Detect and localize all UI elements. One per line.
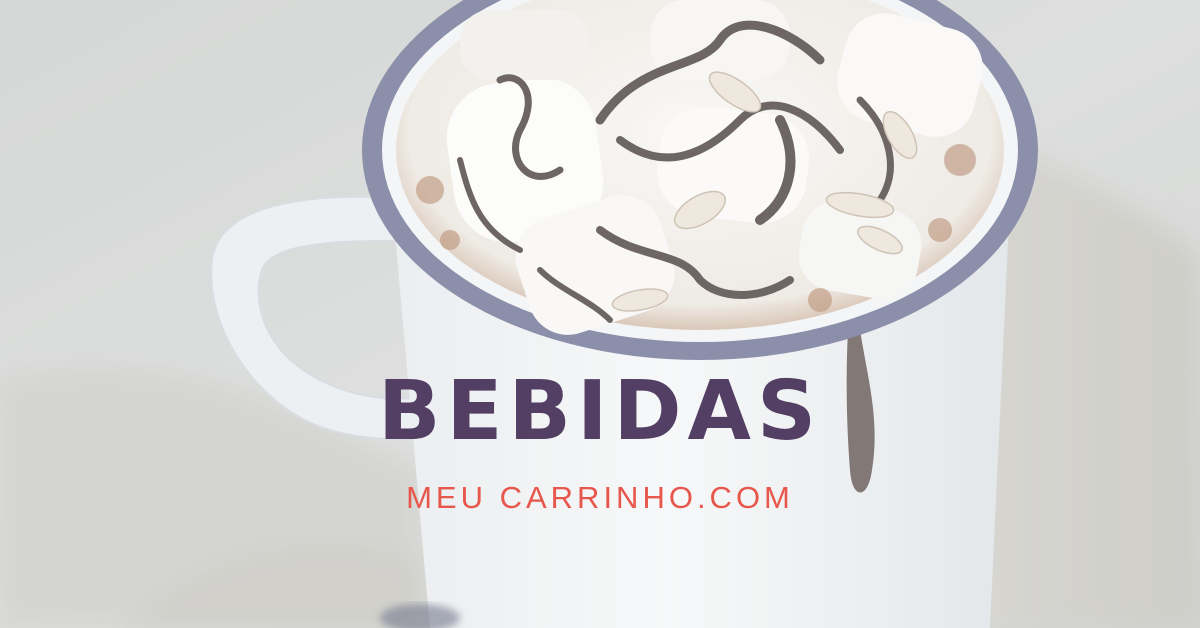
banner-title: BEBIDAS — [377, 364, 823, 459]
banner-subtitle: MEU CARRINHO.COM — [406, 480, 794, 515]
